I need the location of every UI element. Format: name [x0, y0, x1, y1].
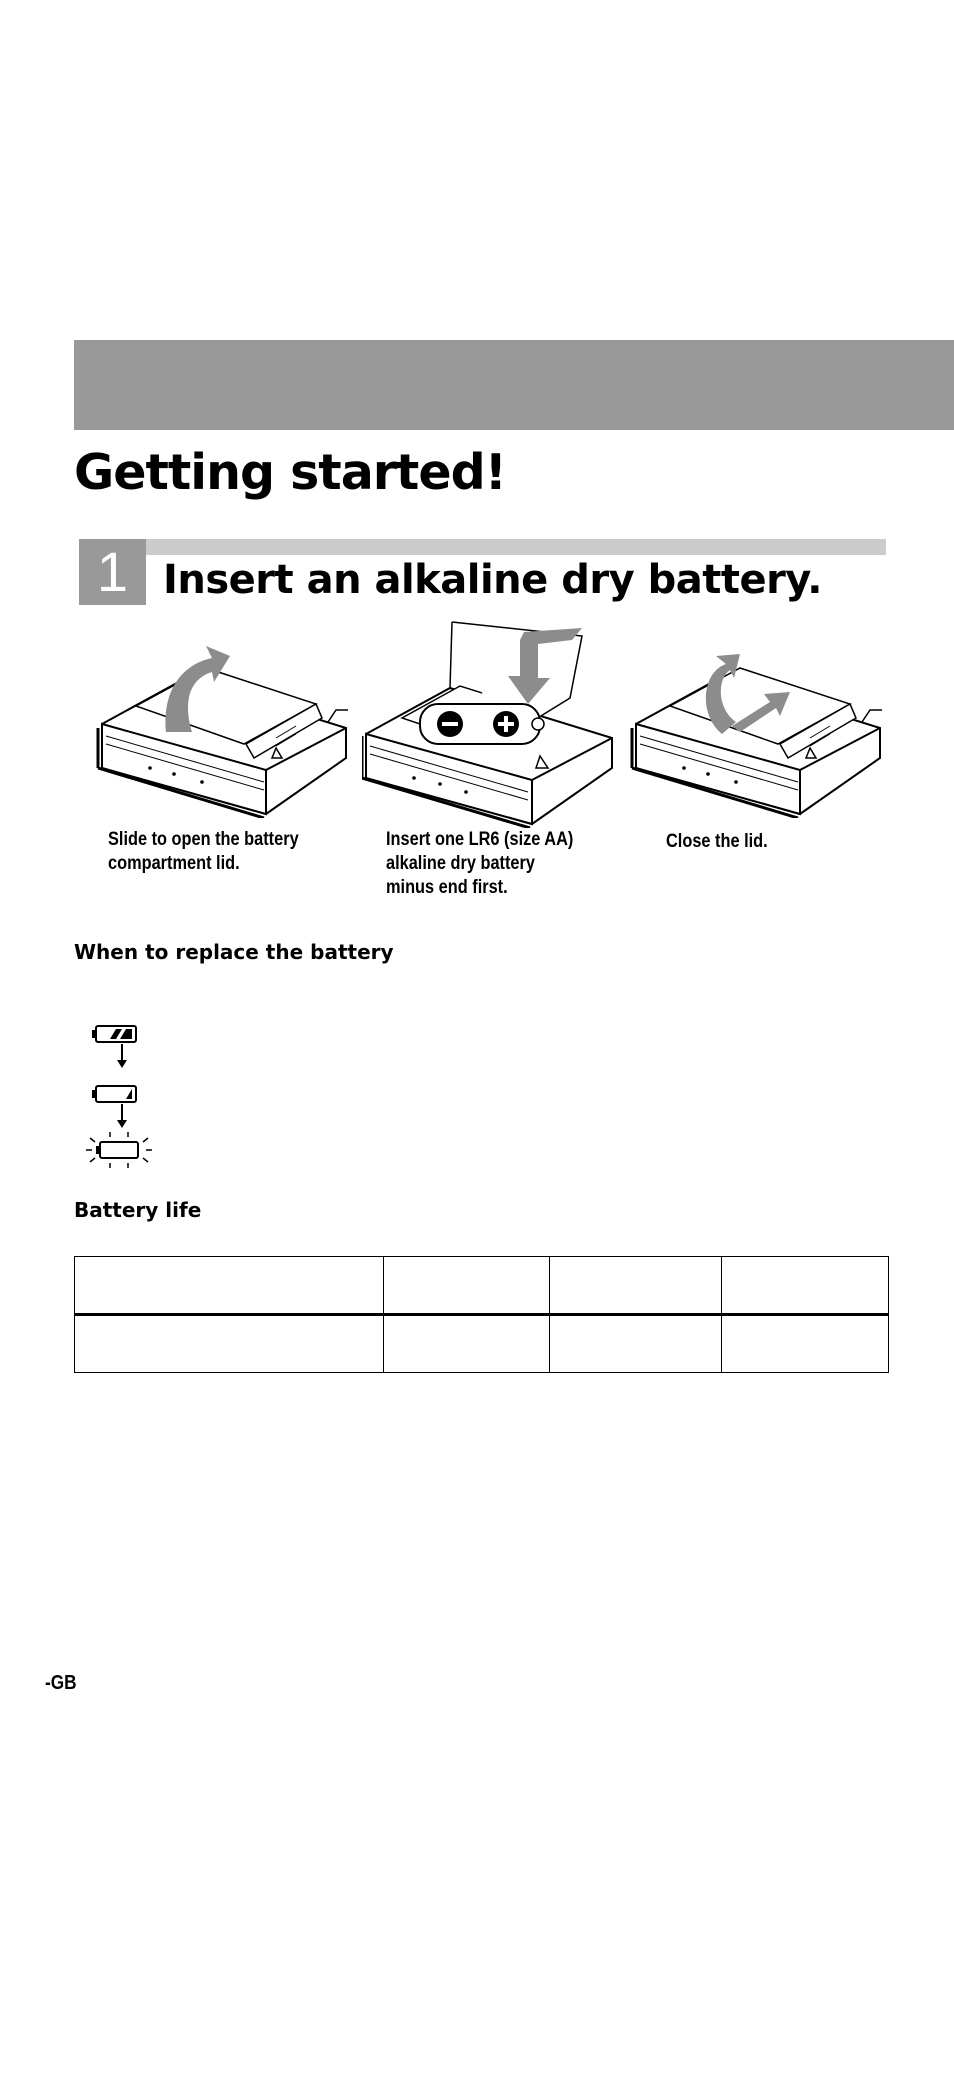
close-lid-illustration [630, 618, 886, 818]
section-banner [74, 340, 954, 430]
table-cell [383, 1315, 550, 1373]
caption-line: alkaline dry battery [386, 853, 535, 874]
battery-life-heading: Battery life [74, 1198, 202, 1222]
table-cell [75, 1315, 384, 1373]
table-cell [550, 1257, 722, 1315]
battery-life-table [74, 1256, 889, 1373]
table-row [75, 1315, 889, 1373]
table-cell [550, 1315, 722, 1373]
panel-caption-close-lid [666, 830, 768, 854]
step-number-badge [79, 539, 146, 605]
table-cell [722, 1257, 889, 1315]
table-cell [383, 1257, 550, 1315]
arrow-down-icon [117, 1044, 127, 1068]
step-header-bar [146, 539, 886, 555]
insert-battery-illustration [362, 618, 618, 828]
caption-line: Close the lid. [666, 831, 768, 852]
panel-caption-insert-battery [386, 828, 573, 900]
table-cell [75, 1257, 384, 1315]
step-title: Insert an alkaline dry battery. [163, 557, 822, 603]
caption-line: Slide to open the battery [108, 829, 299, 850]
battery-indicator-sequence [82, 1018, 162, 1178]
arrow-down-icon [117, 1104, 127, 1128]
table-header-row [75, 1257, 889, 1315]
step-number: 1 [96, 540, 129, 603]
open-lid-illustration [96, 618, 352, 818]
battery-low-icon [92, 1086, 136, 1102]
battery-full-icon [92, 1026, 136, 1042]
battery-empty-flashing-icon [86, 1132, 152, 1168]
page-title: Getting started! [74, 444, 507, 501]
table-cell [722, 1315, 889, 1373]
replace-battery-heading: When to replace the battery [74, 940, 394, 964]
page-footer-label: -GB [45, 1672, 77, 1694]
caption-line: compartment lid. [108, 853, 240, 874]
caption-line: minus end first. [386, 877, 508, 898]
caption-line: Insert one LR6 (size AA) [386, 829, 574, 850]
panel-caption-open-lid [108, 828, 299, 876]
